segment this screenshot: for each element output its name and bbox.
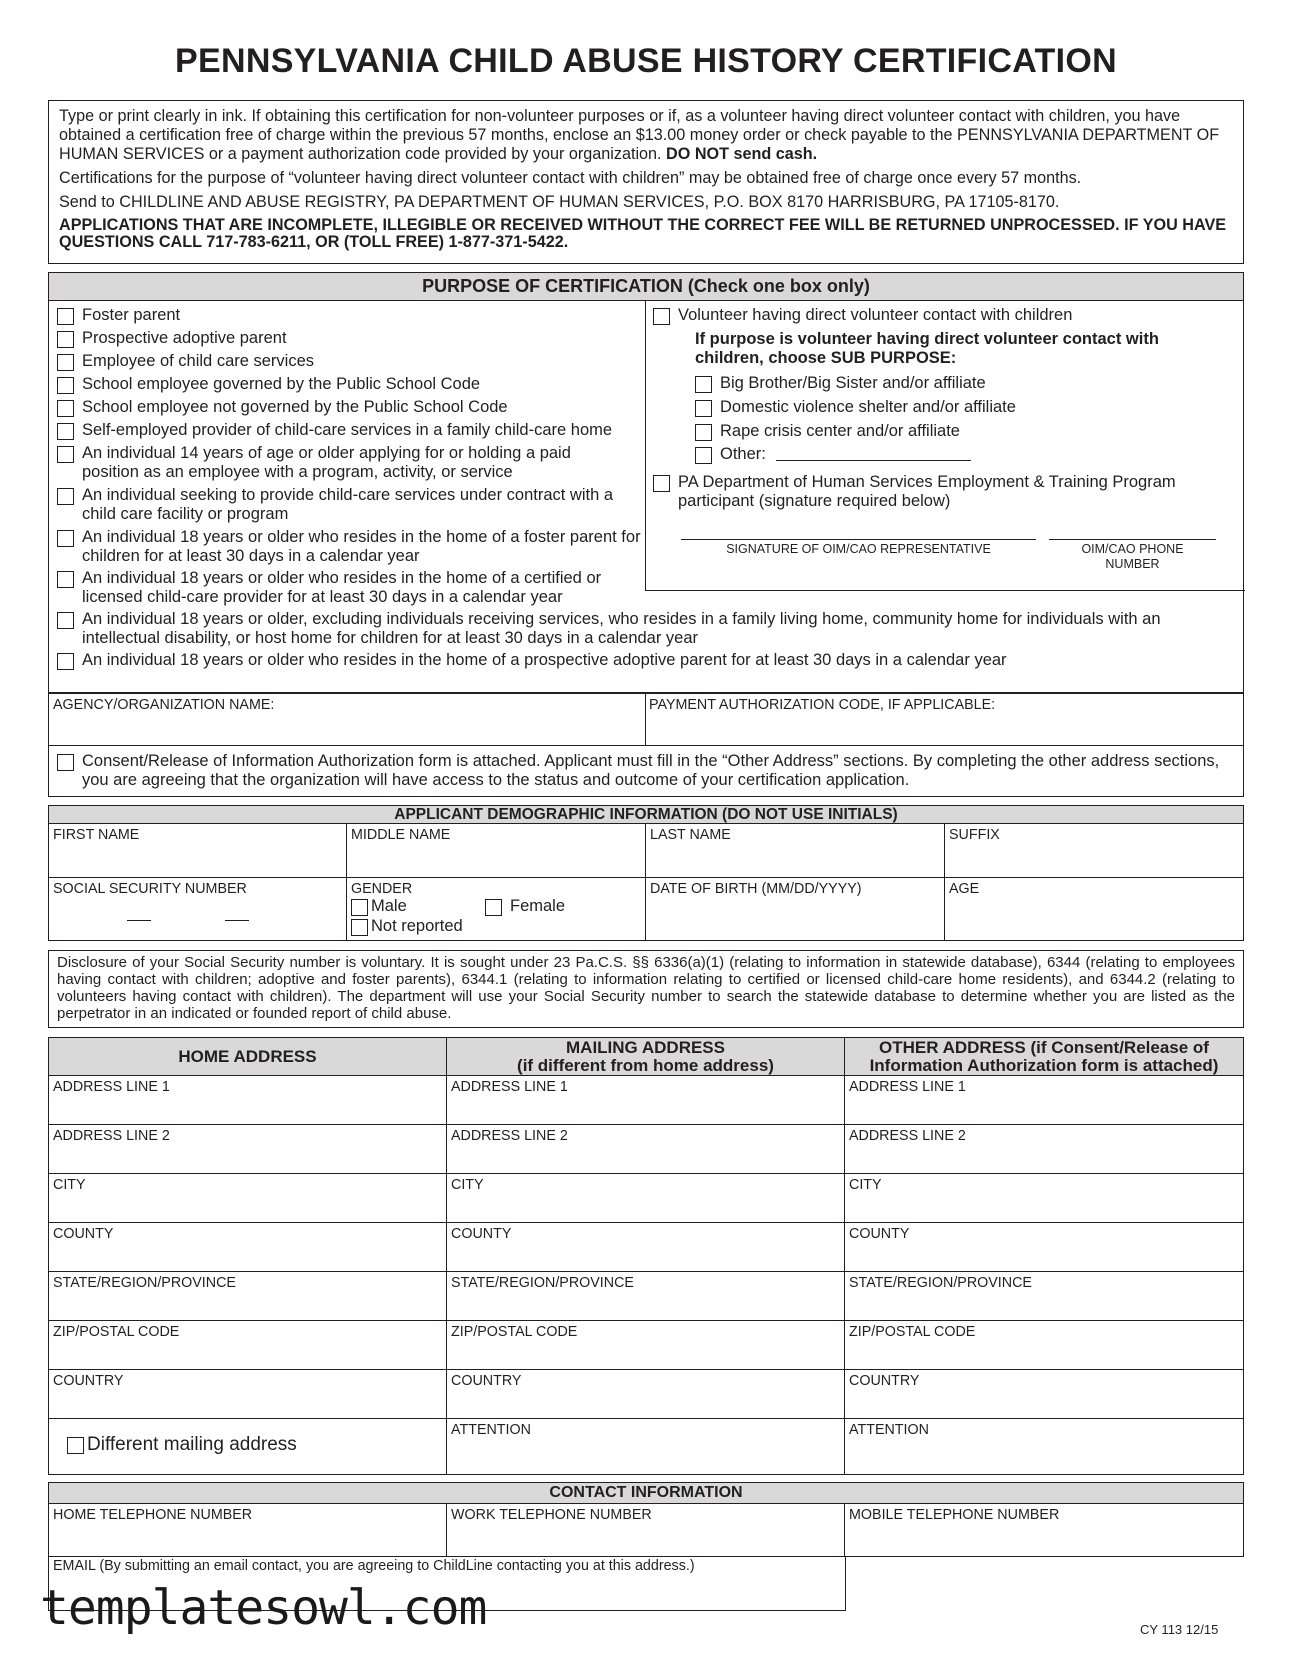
- signature-line[interactable]: [681, 539, 1036, 540]
- work-phone-field[interactable]: WORK TELEPHONE NUMBER: [447, 1504, 845, 1557]
- checkbox[interactable]: [485, 899, 502, 916]
- incomplete-warning: APPLICATIONS THAT ARE INCOMPLETE, ILLEGIBLE OR RECEIVED WITHOUT THE CORRECT FEE WILL BE RETURNED UNPROCESSED. IF YOU HAVE QUESTIONS CALL 717-783-6211, OR (TOLL FREE) 1-877-371-5422.: [59, 216, 1227, 251]
- phone-label: OIM/CAO PHONE NUMBER: [1081, 542, 1184, 571]
- purpose-option-child-care-employee[interactable]: Employee of child care services: [57, 352, 637, 371]
- date-of-birth-field[interactable]: DATE OF BIRTH (MM/DD/YYYY): [646, 878, 945, 940]
- ssn-separator: [225, 920, 249, 921]
- purpose-section: [48, 272, 1244, 694]
- purpose-option-prospective-adoptive[interactable]: Prospective adoptive parent: [57, 329, 637, 348]
- agency-section: [48, 692, 1244, 746]
- home-address-header: HOME ADDRESS: [49, 1038, 447, 1076]
- page-title: PENNSYLVANIA CHILD ABUSE HISTORY CERTIFICATION: [175, 42, 1117, 80]
- suffix-field[interactable]: SUFFIX: [945, 824, 1243, 878]
- ssn-disclosure: Disclosure of your Social Security number is voluntary. It is sought under 23 Pa.C.S. §§ 6336(a)(1) (relating to information in statewide database), 6344 (relating to employees having contact with children; adoptive and foster parents), 6344.1 (relating to information relating to certified or licensed child-care home residents), and 6344.2 (relating to volunteers having contact with children). The department will use your Social Security number to search the statewide database to determine whether you are listed as the perpetrator in an indicated or founded report of child abuse.: [48, 950, 1244, 1028]
- checkbox[interactable]: [57, 571, 74, 588]
- checkbox[interactable]: [695, 424, 712, 441]
- purpose-option-school-governed[interactable]: School employee governed by the Public School Code: [57, 375, 637, 394]
- age-field[interactable]: AGE: [949, 881, 980, 897]
- other-city[interactable]: CITY: [845, 1174, 1243, 1223]
- checkbox[interactable]: [695, 400, 712, 417]
- checkbox[interactable]: [57, 331, 74, 348]
- home-city[interactable]: CITY: [49, 1174, 447, 1223]
- purpose-header: PURPOSE OF CERTIFICATION (Check one box only): [49, 273, 1243, 301]
- other-country[interactable]: COUNTRY: [845, 1370, 1243, 1419]
- purpose-option-foster-home-resident[interactable]: An individual 18 years or older who resides in the home of a foster parent for children for at least 30 days in a calendar year: [57, 528, 642, 566]
- other-address-line-2[interactable]: ADDRESS LINE 2: [845, 1125, 1243, 1174]
- home-zip[interactable]: ZIP/POSTAL CODE: [49, 1321, 447, 1370]
- mobile-phone-field[interactable]: MOBILE TELEPHONE NUMBER: [845, 1504, 1243, 1557]
- home-address-line-1[interactable]: ADDRESS LINE 1: [49, 1076, 447, 1125]
- other-address-line-1[interactable]: ADDRESS LINE 1: [845, 1076, 1243, 1125]
- checkbox[interactable]: [57, 612, 74, 629]
- other-county[interactable]: COUNTY: [845, 1223, 1243, 1272]
- checkbox[interactable]: [57, 653, 74, 670]
- agency-name-label: AGENCY/ORGANIZATION NAME:: [53, 697, 275, 713]
- home-county[interactable]: COUNTY: [49, 1223, 447, 1272]
- mailing-address-header: MAILING ADDRESS (if different from home address): [447, 1038, 845, 1076]
- gender-female-option[interactable]: Female: [485, 897, 565, 916]
- checkbox[interactable]: [57, 400, 74, 417]
- purpose-option-contract-child-care[interactable]: An individual seeking to provide child-care services under contract with a child care facility or program: [57, 486, 632, 524]
- home-state[interactable]: STATE/REGION/PROVINCE: [49, 1272, 447, 1321]
- signature-label: SIGNATURE OF OIM/CAO REPRESENTATIVE: [726, 542, 991, 556]
- consent-section: [48, 745, 1244, 797]
- purpose-option-foster-parent[interactable]: Foster parent: [57, 306, 637, 325]
- other-attention[interactable]: ATTENTION: [849, 1422, 929, 1438]
- other-zip[interactable]: ZIP/POSTAL CODE: [845, 1321, 1243, 1370]
- different-mailing-cell: [49, 1419, 447, 1474]
- payment-code-label: PAYMENT AUTHORIZATION CODE, IF APPLICABLE:: [649, 697, 996, 713]
- address-section: [48, 1037, 1244, 1475]
- home-country[interactable]: COUNTRY: [49, 1370, 447, 1419]
- mailing-country[interactable]: COUNTRY: [447, 1370, 845, 1419]
- other-address-header: OTHER ADDRESS (if Consent/Release of Information Authorization form is attached): [845, 1038, 1243, 1076]
- mailing-state[interactable]: STATE/REGION/PROVINCE: [447, 1272, 845, 1321]
- mailing-county[interactable]: COUNTY: [447, 1223, 845, 1272]
- checkbox[interactable]: [653, 308, 670, 325]
- demographic-header: APPLICANT DEMOGRAPHIC INFORMATION (DO NOT USE INITIALS): [49, 806, 1243, 824]
- checkbox[interactable]: [57, 423, 74, 440]
- contact-section: [48, 1482, 1244, 1557]
- checkbox[interactable]: [351, 919, 368, 936]
- phone-line[interactable]: [1049, 539, 1216, 540]
- sub-purpose-domestic-violence[interactable]: Domestic violence shelter and/or affiliate: [695, 398, 1195, 417]
- checkbox[interactable]: [695, 376, 712, 393]
- home-phone-field[interactable]: HOME TELEPHONE NUMBER: [49, 1504, 447, 1557]
- consent-checkbox-option[interactable]: Consent/Release of Information Authorization form is attached. Applicant must fill in the “Other Address” sections. By completing the other address sections, you are agreeing that the organization will have access to the status and outcome of your certification application.: [57, 752, 1227, 790]
- sub-purpose-other[interactable]: Other:: [695, 445, 1195, 464]
- mailing-address-line-1[interactable]: ADDRESS LINE 1: [447, 1076, 845, 1125]
- sub-purpose-big-brother[interactable]: Big Brother/Big Sister and/or affiliate: [695, 374, 1195, 393]
- middle-name-field[interactable]: MIDDLE NAME: [347, 824, 646, 878]
- checkbox[interactable]: [695, 447, 712, 464]
- mailing-city[interactable]: CITY: [447, 1174, 845, 1223]
- gender-male-option[interactable]: Male: [351, 897, 407, 916]
- checkbox[interactable]: [57, 530, 74, 547]
- other-text-line[interactable]: [776, 445, 971, 461]
- mailing-instructions: Send to CHILDLINE AND ABUSE REGISTRY, PA DEPARTMENT OF HUMAN SERVICES, P.O. BOX 8170 HARRISBURG, PA 17105-8170.: [59, 193, 1060, 211]
- other-state[interactable]: STATE/REGION/PROVINCE: [845, 1272, 1243, 1321]
- ssn-separator: [127, 920, 151, 921]
- mailing-attention[interactable]: ATTENTION: [447, 1419, 845, 1474]
- checkbox[interactable]: [57, 308, 74, 325]
- instructions-text: Type or print clearly in ink. If obtaining this certification for non-volunteer purposes or if, as a volunteer having direct volunteer contact with children, you have obtained a certification free of charge within the previous 57 months, enclose an $13.00 money order or check payable to the PENNSYLVANIA DEPARTMENT OF HUMAN SERVICES or a payment authorization code provided by your organization.: [59, 107, 1220, 163]
- different-mailing-option[interactable]: Different mailing address: [67, 1434, 297, 1456]
- checkbox[interactable]: [57, 754, 74, 771]
- checkbox[interactable]: [57, 354, 74, 371]
- purpose-option-pa-dhs-training[interactable]: PA Department of Human Services Employment & Training Program participant (signature required below): [653, 473, 1213, 511]
- form-number: CY 113 12/15: [1140, 1622, 1219, 1637]
- gender-field: GENDER Male Female Not reported: [347, 878, 646, 940]
- sub-purpose-rape-crisis[interactable]: Rape crisis center and/or affiliate: [695, 422, 1195, 441]
- last-name-field[interactable]: LAST NAME: [646, 824, 945, 878]
- purpose-option-paid-employee-14[interactable]: An individual 14 years of age or older applying for or holding a paid position as an employee with a program, activity, or service: [57, 444, 577, 482]
- purpose-option-child-care-home-resident[interactable]: An individual 18 years or older who resides in the home of a certified or licensed child-care provider for at least 30 days in a calendar year: [57, 569, 617, 607]
- no-cash-warning: DO NOT send cash.: [666, 145, 818, 163]
- checkbox[interactable]: [67, 1437, 84, 1454]
- purpose-option-family-living-home[interactable]: An individual 18 years or older, excluding individuals receiving services, who resides in a family living home, community home for individuals with an intellectual disability, or host home for children for at least 30 days in a calendar year: [57, 610, 1187, 648]
- checkbox[interactable]: [57, 488, 74, 505]
- agency-name-field[interactable]: [49, 693, 645, 745]
- purpose-option-self-employed[interactable]: Self-employed provider of child-care services in a family child-care home: [57, 421, 642, 440]
- demographic-section: [48, 805, 1244, 941]
- checkbox[interactable]: [653, 475, 670, 492]
- volunteer-note: Certifications for the purpose of “volunteer having direct volunteer contact with children” may be obtained free of charge once every 57 months.: [59, 169, 1082, 187]
- ssn-field[interactable]: SOCIAL SECURITY NUMBER: [49, 878, 347, 940]
- purpose-option-adoptive-home-resident[interactable]: An individual 18 years or older who resides in the home of a prospective adoptive parent for at least 30 days in a calendar year: [57, 651, 1187, 670]
- home-address-line-2[interactable]: ADDRESS LINE 2: [49, 1125, 447, 1174]
- purpose-option-school-not-governed[interactable]: School employee not governed by the Public School Code: [57, 398, 637, 417]
- checkbox[interactable]: [57, 377, 74, 394]
- gender-not-reported-option[interactable]: Not reported: [351, 917, 463, 936]
- instructions-box: [48, 100, 1244, 264]
- mailing-zip[interactable]: ZIP/POSTAL CODE: [447, 1321, 845, 1370]
- payment-code-field[interactable]: [646, 693, 1243, 745]
- mailing-address-line-2[interactable]: ADDRESS LINE 2: [447, 1125, 845, 1174]
- email-field[interactable]: EMAIL (By submitting an email contact, you are agreeing to ChildLine contacting you at this address.): [48, 1556, 846, 1611]
- first-name-field[interactable]: FIRST NAME: [49, 824, 347, 878]
- watermark: templatesowl.com: [40, 1580, 487, 1636]
- contact-header: CONTACT INFORMATION: [49, 1483, 1243, 1504]
- checkbox[interactable]: [351, 899, 368, 916]
- sub-purpose-instruction: If purpose is volunteer having direct volunteer contact with children, choose SUB PURPOSE:: [695, 330, 1159, 367]
- purpose-option-volunteer[interactable]: Volunteer having direct volunteer contact with children: [653, 306, 1233, 325]
- checkbox[interactable]: [57, 446, 74, 463]
